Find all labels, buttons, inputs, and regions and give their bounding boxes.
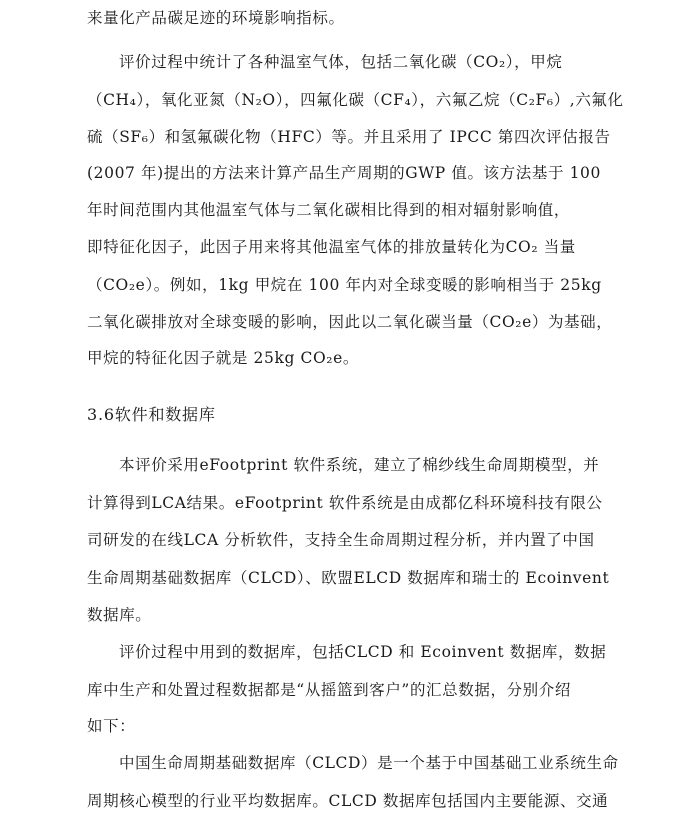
section-heading: 3.6软件和数据库 (87, 405, 216, 424)
paragraph-clcd-line-2: 周期核心模型的行业平均数据库。CLCD 数据库包括国内主要能源、交通 (87, 792, 609, 810)
paragraph-software-line-4: 生命周期基础数据库（CLCD）、欧盟ELCD 数据库和瑞士的 Ecoinvent (87, 569, 610, 587)
paragraph-ghg-line-7: （CO₂e）。例如，1kg 甲烷在 100 年内对全球变暖的影响相当于 25kg (87, 276, 602, 294)
paragraph-software-line-2: 计算得到LCA结果。eFootprint 软件系统是由成都亿科环境科技有限公 (87, 494, 603, 512)
paragraph-intro-line-1: 来量化产品碳足迹的环境影响指标。 (87, 9, 345, 27)
paragraph-software-line-5: 数据库。 (87, 606, 152, 624)
paragraph-ghg-line-9: 甲烷的特征化因子就是 25kg CO₂e。 (87, 349, 359, 367)
paragraph-databases-line-1: 评价过程中用到的数据库，包括CLCD 和 Ecoinvent 数据库，数据 (119, 643, 607, 661)
paragraph-ghg-line-1: 评价过程中统计了各种温室气体，包括二氧化碳（CO₂），甲烷 (119, 53, 563, 71)
paragraph-ghg-line-4: (2007 年)提出的方法来计算产品生产周期的GWP 值。该方法基于 100 (87, 164, 601, 182)
paragraph-software-line-1: 本评价采用eFootprint 软件系统，建立了棉纱线生命周期模型，并 (119, 456, 600, 474)
paragraph-ghg-line-8: 二氧化碳排放对全球变暖的影响，因此以二氧化碳当量（CO₂e）为基础， (87, 313, 613, 331)
paragraph-software-line-3: 司研发的在线LCA 分析软件，支持全生命周期过程分析，并内置了中国 (87, 531, 595, 549)
paragraph-ghg-line-5: 年时间范围内其他温室气体与二氧化碳相比得到的相对辐射影响值， (87, 201, 571, 219)
paragraph-ghg-line-6: 即特征化因子，此因子用来将其他温室气体的排放量转化为CO₂ 当量 (87, 238, 576, 256)
paragraph-databases-line-3: 如下： (87, 717, 136, 735)
paragraph-ghg-line-2: （CH₄），氧化亚氮（N₂O），四氟化碳（CF₄），六氟乙烷（C₂F₆）,六氟化 (87, 91, 624, 109)
paragraph-clcd-line-1: 中国生命周期基础数据库（CLCD）是一个基于中国基础工业系统生命 (119, 754, 619, 772)
paragraph-ghg-line-3: 硫（SF₆）和氢氟碳化物（HFC）等。并且采用了 IPCC 第四次评估报告 (87, 128, 611, 146)
paragraph-databases-line-2: 库中生产和处置过程数据都是“从摇篮到客户”的汇总数据，分别介绍 (87, 681, 571, 699)
